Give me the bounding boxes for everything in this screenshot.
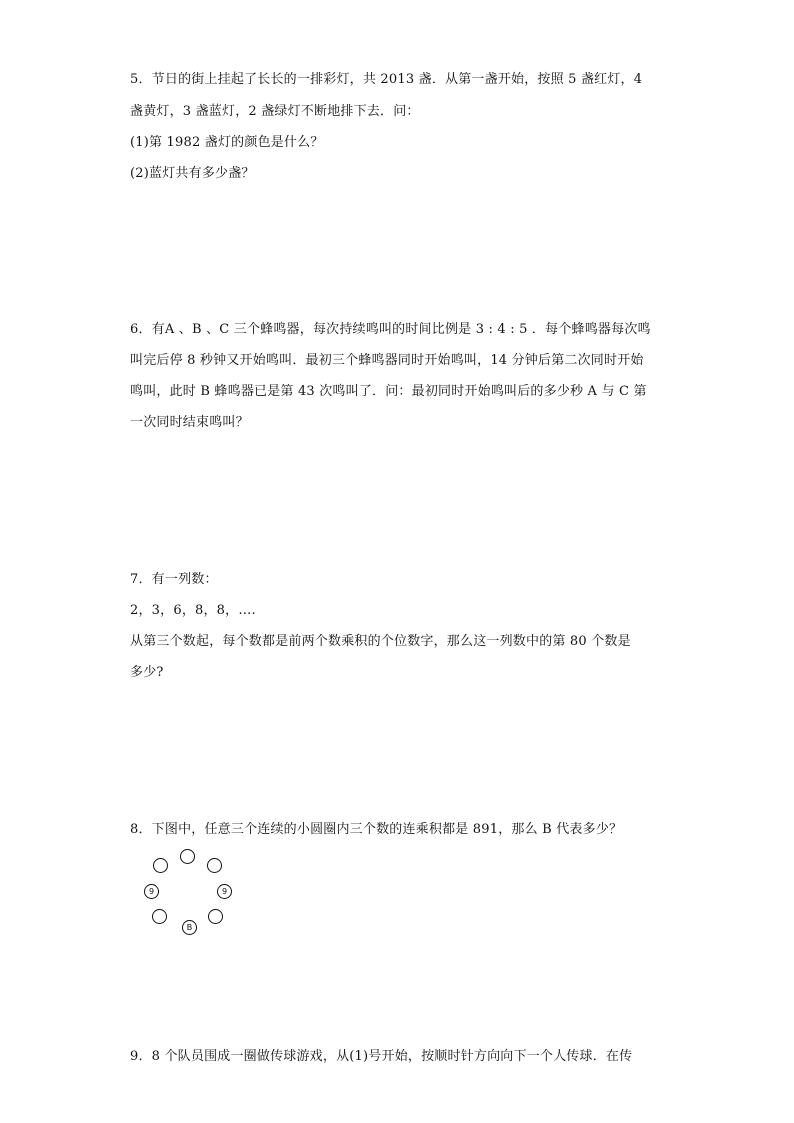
circle-upper-left xyxy=(153,858,168,873)
q7-line-1: 7．有一列数： xyxy=(130,572,218,587)
circle-lower-left xyxy=(152,909,167,924)
q5-line-1: 5．节日的街上挂起了长长的一排彩灯，共 2013 盏．从第一盏开始，按照 5 盏红灯，4 xyxy=(130,72,643,87)
circle-lower-right xyxy=(208,909,223,924)
circle-left: 9 xyxy=(144,884,159,899)
q5-line-4: (2)蓝灯共有多少盏？ xyxy=(130,166,255,181)
circle-right: 9 xyxy=(217,884,232,899)
q5-line-3: (1)第 1982 盏灯的颜色是什么？ xyxy=(130,135,324,150)
q7-line-4: 多少? xyxy=(130,665,164,680)
q6-line-3: 鸣叫，此时 B 蜂鸣器已是第 43 次鸣叫了．问：最初同时开始鸣叫后的多少秒 A 与 C 第 xyxy=(130,384,647,399)
q6-line-2: 叫完后停 8 秒钟又开始鸣叫．最初三个蜂鸣器同时开始鸣叫，14 分钟后第二次同时开始 xyxy=(130,353,644,368)
circle-bottom: B xyxy=(182,920,197,935)
q6-line-4: 一次同时结束鸣叫？ xyxy=(130,415,249,430)
q5-line-2: 盏黄灯，3 盏蓝灯，2 盏绿灯不断地排下去．问： xyxy=(130,104,420,119)
q8-line-1: 8．下图中，任意三个连续的小圆圈内三个数的连乘积都是 891，那么 B 代表多少？ xyxy=(130,822,623,837)
circle-upper-right xyxy=(207,858,222,873)
q7-line-2: 2，3，6，8，8，…. xyxy=(130,603,256,618)
q7-line-3: 从第三个数起，每个数都是前两个数乘积的个位数字，那么这一列数中的第 80 个数是 xyxy=(130,634,631,649)
q9-line-1: 9．8 个队员围成一圈做传球游戏，从(1)号开始，按顺时针方向向下一个人传球．在传 xyxy=(130,1049,633,1064)
circle-top xyxy=(180,849,195,864)
q6-line-1: 6．有A 、B 、C 三个蜂鸣器，每次持续鸣叫的时间比例是 3 : 4 : 5 ．每个蜂鸣器每次鸣 xyxy=(130,322,651,337)
